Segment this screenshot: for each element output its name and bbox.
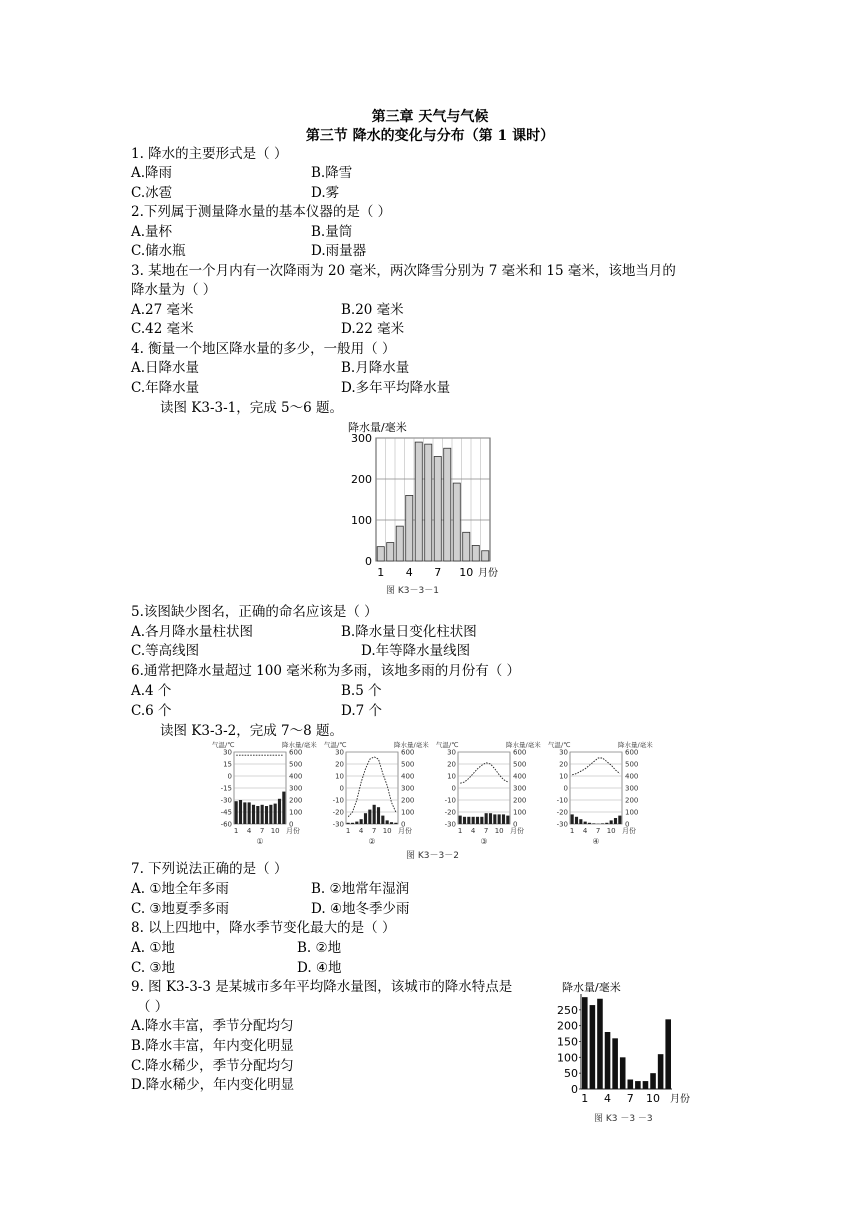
temp-tick: 15 [223,760,232,769]
precip-bar [459,816,462,824]
precip-bar [463,817,466,824]
precip-tick: 0 [625,820,630,829]
q8-stem: 8. 以上四地中，降水季节变化最大的是（ ） [131,920,396,936]
chart3-x-tick: 10 [646,1092,661,1105]
q1-stem: 1. 降水的主要形式是（ ） [131,146,288,162]
q9-option-a[interactable]: A.降水丰富，季节分配均匀 [131,1018,294,1034]
precip-bar [498,814,501,824]
chart3-xlabel: 月份 [670,1094,690,1105]
climate-x-tick: 1 [233,827,239,835]
temp-tick: -30 [556,820,568,829]
q4-option-d[interactable]: D.多年平均降水量 [341,380,451,396]
precip-bar [248,802,251,824]
precip-bar [235,801,238,824]
precip-tick: 300 [401,784,415,793]
chart3-y-tick: 150 [557,1035,578,1049]
chart3-x-tick: 4 [604,1092,612,1105]
chart1-bar [396,526,403,561]
precip-bar [373,805,376,824]
chart1-bar [482,551,489,561]
chart1-x-tick: 4 [405,566,413,579]
q5-option-a[interactable]: A.各月降水量柱状图 [131,624,254,640]
q9-stem: 9. 图 K3-3-3 是某城市多年平均降水量图，该城市的降水特点是 [131,979,513,995]
temp-axis-label: 气温/℃ [548,741,571,749]
chart1-bar [434,456,441,561]
chart-k3-3-1 [340,418,510,596]
q2-option-a[interactable]: A.量杯 [131,224,173,240]
climate-chart-label: ④ [592,837,600,846]
climate-x-tick: 4 [470,827,476,835]
precip-bar [351,823,354,824]
precip-bar [592,823,595,824]
climate-x-tick: 1 [457,827,463,835]
q2-option-d[interactable]: D.雨量器 [311,243,367,259]
climate-x-tick: 月份 [622,827,636,835]
q3-stem: 3. 某地在一个月内有一次降雨为 20 毫米，两次降雪分别为 7 毫米和 15 毫米，该地当月的 [131,263,676,279]
precip-tick: 600 [625,748,639,757]
climate-chart-label: ① [256,837,264,846]
precip-bar [278,799,281,824]
precip-bar [605,823,608,824]
q7-option-a[interactable]: A. ①地全年多雨 [131,881,229,897]
precip-bar [394,823,397,824]
q8-option-a[interactable]: A. ①地 [131,940,175,956]
precip-tick: 0 [289,820,294,829]
temp-tick: -30 [444,820,456,829]
chart1-y-tick: 100 [351,514,372,527]
precip-bar [472,817,475,824]
q2-option-c[interactable]: C.储水瓶 [131,243,186,259]
chart3-bar [597,999,603,1089]
q6-option-b[interactable]: B.5 个 [341,683,382,699]
climate-chart-2 [324,740,429,848]
climate-x-tick: 4 [358,827,364,835]
precip-tick: 300 [625,784,639,793]
precip-tick: 500 [289,760,303,769]
precip-tick: 600 [401,748,415,757]
chart3-caption: 图 K3 －3 －3 [594,1114,653,1124]
precip-bar [265,806,268,824]
q9-option-d[interactable]: D.降水稀少，年内变化明显 [131,1077,295,1093]
chart1-x-tick: 10 [459,566,474,579]
precip-bar [347,823,350,824]
climate-x-tick: 月份 [398,827,412,835]
temp-tick: 10 [559,772,568,781]
climate-x-tick: 4 [582,827,588,835]
chart1-y-tick: 300 [351,432,372,445]
temp-tick: -30 [220,796,232,805]
chart3-bar [582,997,588,1089]
climate-x-tick: 月份 [286,827,300,835]
precip-tick: 0 [401,820,406,829]
q6-option-d[interactable]: D.7 个 [341,703,383,719]
climate-chart-4 [548,740,653,848]
precip-bar [355,822,358,824]
precip-tick: 100 [625,808,639,817]
precip-tick: 0 [513,820,518,829]
temp-tick: 20 [335,760,344,769]
temp-axis-label: 气温/℃ [436,741,459,749]
chart1-x-tick: 1 [377,566,385,579]
section-title: 第三节 降水的变化与分布（第 1 课时） [305,128,555,144]
temp-tick: 20 [447,760,456,769]
read-instruction-1: 读图 K3-3-1，完成 5～6 题。 [160,400,344,416]
temp-axis-label: 气温/℃ [324,741,347,749]
temp-tick: 0 [563,784,568,793]
chart2-caption: 图 K3－3－2 [406,851,459,861]
precip-tick: 300 [513,784,527,793]
chart3-bar [590,1005,596,1089]
precip-tick: 500 [401,760,415,769]
chart1-y-tick: 0 [365,555,372,568]
precip-bar [360,819,363,824]
precip-axis-label: 降水量/毫米 [506,741,541,749]
q2-option-b[interactable]: B.量筒 [311,224,353,240]
precip-bar [588,823,591,824]
temp-tick: -15 [220,784,232,793]
chart1-bar [463,532,470,561]
precip-bar [618,816,621,824]
temp-tick: -10 [444,796,456,805]
chart1-bar [406,495,413,561]
temp-axis-label: 气温/℃ [212,741,235,749]
chart1-ylabel: 降水量/毫米 [348,421,407,434]
climate-chart-label: ② [368,837,376,846]
chart1-bar [415,442,422,561]
temp-tick: -30 [332,820,344,829]
temp-tick: 30 [335,748,344,757]
precip-bar [489,813,492,824]
precip-tick: 100 [289,808,303,817]
precip-tick: 400 [625,772,639,781]
precip-bar [575,817,578,824]
chart-k3-3-2 [212,740,653,862]
precip-tick: 400 [401,772,415,781]
chart1-bar [387,543,394,561]
precip-bar [390,822,393,824]
chart3-bar [665,1019,671,1089]
climate-x-tick: 月份 [510,827,524,835]
chart3-x-tick: 7 [626,1092,634,1105]
q3-option-b[interactable]: B.20 毫米 [341,302,404,318]
chart1-x-tick: 7 [434,566,442,579]
q9-option-b[interactable]: B.降水丰富，年内变化明显 [131,1038,294,1054]
q6-option-c[interactable]: C.6 个 [131,703,172,719]
q8-option-b[interactable]: B. ②地 [297,940,342,956]
chart3-bar [635,1081,641,1089]
climate-x-tick: 10 [494,827,504,835]
temp-tick: -20 [332,808,344,817]
climate-x-tick: 10 [606,827,616,835]
temp-tick: -60 [220,820,232,829]
temp-tick: -10 [332,796,344,805]
precip-bar [614,818,617,824]
q5-stem: 5.该图缺少图名，正确的命名应该是（ ） [131,604,378,620]
q1-option-a[interactable]: A.降雨 [131,165,173,181]
q2-stem: 2.下列属于测量降水量的基本仪器的是（ ） [131,204,392,220]
climate-x-tick: 4 [246,827,252,835]
q7-option-c[interactable]: C. ③地夏季多雨 [131,901,230,917]
chart3-bar [628,1080,634,1090]
climate-x-tick: 1 [569,827,575,835]
chart3-y-tick: 50 [564,1067,578,1081]
precip-tick: 100 [401,808,415,817]
climate-x-tick: 1 [345,827,351,835]
precip-tick: 400 [513,772,527,781]
temp-tick: 0 [227,772,232,781]
temp-tick: 20 [559,760,568,769]
precip-bar [571,814,574,824]
temp-tick: 0 [339,784,344,793]
chart3-ylabel: 降水量/毫米 [562,981,621,994]
q3-stem-cont: 降水量为（ ） [131,282,217,298]
q4-option-c[interactable]: C.年降水量 [131,380,200,396]
chart1-caption: 图 K3－3－1 [386,586,439,596]
temp-tick: -45 [220,808,232,817]
precip-bar [480,817,483,824]
q4-option-b[interactable]: B.月降水量 [341,360,410,376]
climate-x-tick: 7 [259,827,265,835]
precip-tick: 200 [401,796,415,805]
climate-chart-label: ③ [480,837,488,846]
precip-tick: 600 [513,748,527,757]
precip-axis-label: 降水量/毫米 [282,741,317,749]
temp-tick: 30 [223,748,232,757]
chart1-bar [444,448,451,561]
chart1-bar [425,444,432,561]
precip-bar [274,804,277,824]
precip-bar [386,820,389,824]
chart3-y-tick: 250 [557,1003,578,1017]
precip-bar [243,802,246,824]
chart3-bar [612,1038,618,1089]
chart3-bar [658,1054,664,1089]
chart1-bar [453,483,460,561]
q3-option-a[interactable]: A.27 毫米 [131,302,194,318]
temp-tick: 10 [335,772,344,781]
chapter-title: 第三章 天气与气候 [371,109,489,125]
temp-tick: 0 [451,784,456,793]
precip-bar [579,819,582,824]
chart3-bar [605,1032,611,1089]
precip-bar [610,820,613,824]
chart3-y-tick: 200 [557,1019,578,1033]
precip-tick: 100 [513,808,527,817]
q5-option-c[interactable]: C.等高线图 [131,643,200,659]
precip-tick: 200 [513,796,527,805]
precip-axis-label: 降水量/毫米 [394,741,429,749]
precip-tick: 500 [513,760,527,769]
climate-x-tick: 10 [382,827,392,835]
q7-option-b[interactable]: B. ②地常年湿润 [311,881,410,897]
precip-tick: 200 [625,796,639,805]
q6-stem: 6.通常把降水量超过 100 毫米称为多雨，该地多雨的月份有（ ） [131,663,521,679]
q7-option-d[interactable]: D. ④地冬季少雨 [311,901,410,917]
precip-bar [485,813,488,824]
q9-stem-cont: （ ） [137,999,169,1015]
q3-option-c[interactable]: C.42 毫米 [131,321,194,337]
temp-tick: -10 [556,796,568,805]
chart3-y-tick: 100 [557,1051,578,1065]
temp-tick: 10 [447,772,456,781]
chart1-y-tick: 200 [351,473,372,486]
precip-bar [377,807,380,824]
precip-bar [476,817,479,824]
precip-axis-label: 降水量/毫米 [618,741,653,749]
temp-tick: 30 [447,748,456,757]
chart3-bar [643,1081,649,1089]
read-instruction-2: 读图 K3-3-2，完成 7～8 题。 [160,723,344,739]
q1-option-d[interactable]: D.雾 [311,185,340,201]
chart1-xlabel: 月份 [478,568,498,579]
temp-tick: -20 [444,808,456,817]
precip-bar [601,823,604,824]
chart3-y-tick: 0 [571,1083,578,1096]
precip-tick: 300 [289,784,303,793]
chart3-bar [620,1057,626,1089]
chart3-bar [650,1073,656,1089]
climate-x-tick: 10 [270,827,280,835]
q4-option-a[interactable]: A.日降水量 [131,360,200,376]
climate-chart-1 [212,740,317,848]
precip-bar [467,817,470,824]
q8-option-c[interactable]: C. ③地 [131,960,176,976]
precip-bar [368,810,371,824]
q9-option-c[interactable]: C.降水稀少，季节分配均匀 [131,1058,294,1074]
climate-x-tick: 7 [483,827,489,835]
precip-bar [493,814,496,824]
chart1-bar [377,547,384,561]
q7-stem: 7. 下列说法正确的是（ ） [131,861,288,877]
precip-bar [584,822,587,824]
q8-option-d[interactable]: D. ④地 [297,960,342,976]
q3-option-d[interactable]: D.22 毫米 [341,321,405,337]
precip-bar [506,816,509,824]
q6-option-a[interactable]: A.4 个 [131,683,172,699]
precip-bar [252,805,255,824]
climate-chart-3 [436,740,541,848]
q4-stem: 4. 衡量一个地区降水量的多少，一般用（ ） [131,341,396,357]
precip-bar [282,792,285,824]
precip-bar [239,800,242,824]
climate-x-tick: 7 [371,827,377,835]
precip-bar [261,805,264,824]
climate-x-tick: 7 [595,827,601,835]
q5-option-d[interactable]: D.年等降水量线图 [361,643,471,659]
precip-bar [269,805,272,824]
q5-option-b[interactable]: B.降水量日变化柱状图 [341,624,477,640]
temp-tick: 30 [559,748,568,757]
precip-bar [256,806,259,824]
precip-bar [502,814,505,824]
precip-bar [364,813,367,824]
q1-option-c[interactable]: C.冰雹 [131,185,173,201]
precip-bar [381,816,384,824]
precip-tick: 600 [289,748,303,757]
temp-tick: -20 [556,808,568,817]
chart-k3-3-3 [552,978,702,1128]
chart3-x-tick: 1 [581,1092,589,1105]
q1-option-b[interactable]: B.降雪 [311,165,353,181]
precip-tick: 200 [289,796,303,805]
chart1-bar [472,545,479,561]
precip-tick: 400 [289,772,303,781]
precip-tick: 500 [625,760,639,769]
